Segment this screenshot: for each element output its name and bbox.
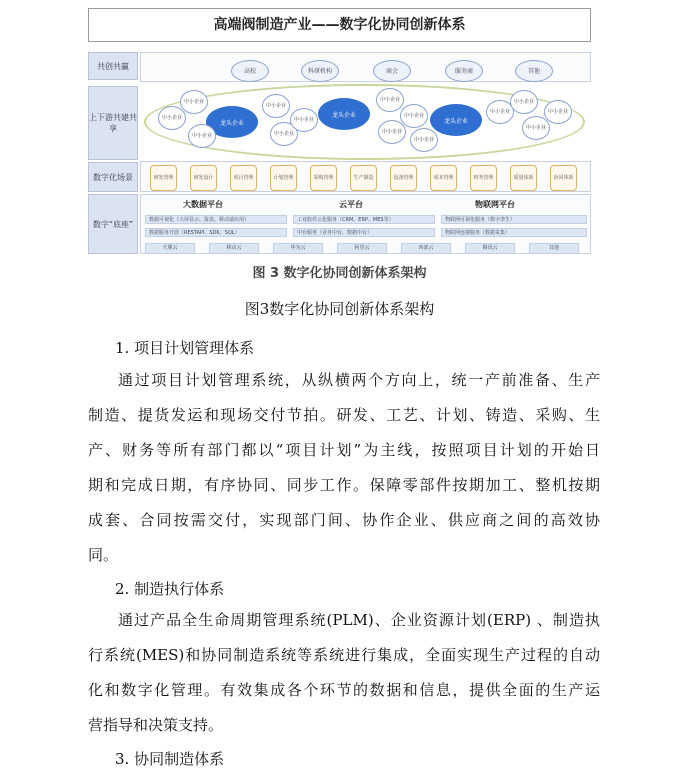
architecture-figure	[88, 8, 591, 254]
sme-node: 中小企业	[262, 94, 290, 118]
scene-item: 生产制造	[350, 165, 377, 191]
scene-item: 成本管理	[430, 165, 457, 191]
section-heading: 1. 项目计划管理体系	[115, 339, 255, 357]
sme-node: 中小企业	[544, 100, 572, 124]
scene-item: 研发管理	[150, 165, 177, 191]
partner-oval: 商会	[373, 60, 411, 82]
platform-service-bar: 物联网可视化服务（数字孪生）	[441, 215, 587, 224]
platform-service-bar: 中台服务（业务中台、数据中台）	[293, 228, 435, 237]
platform-service-bar: 物联网连接服务（数据采集）	[441, 228, 587, 237]
platform-title: 物联网平台	[475, 200, 515, 209]
sme-node: 中小企业	[180, 90, 208, 114]
cloud-provider: 华为云	[273, 243, 323, 254]
sme-node: 中小企业	[410, 128, 438, 152]
paragraph-line: 同。	[88, 546, 119, 564]
cloud-provider: 腾讯云	[465, 243, 515, 254]
sme-node: 中小企业	[290, 108, 318, 132]
scene-item: 协同体系	[550, 165, 577, 191]
base-panel	[140, 194, 591, 254]
cloud-provider: 其他	[529, 243, 579, 254]
sme-node: 中小企业	[158, 106, 186, 130]
section-paragraph	[88, 603, 600, 743]
scene-item: 项目管理	[230, 165, 257, 191]
lead-enterprise: 龙头企业	[206, 106, 258, 138]
scene-item: 研发设计	[190, 165, 217, 191]
platform-service-bar: 工业软件云化服务（CRM、ERP、MES等）	[293, 215, 435, 224]
section-heading: 3. 协同制造体系	[115, 750, 225, 768]
figure-inner-caption: 图 3 数字化协同创新体系架构	[252, 266, 427, 281]
scene-item: 财务管理	[470, 165, 497, 191]
paragraph-line: 通过项目计划管理系统，从纵横两个方向上，统一产前准备、生产	[118, 371, 600, 389]
cloud-provider: 天翼云	[145, 243, 195, 254]
partner-oval: 服务商	[445, 60, 483, 82]
platform-service-bar: 数据可视化（大屏显示、报表、移动端应用）	[145, 215, 287, 224]
sme-node: 中小企业	[510, 90, 538, 114]
scene-item: 质量体系	[510, 165, 537, 191]
row-label-base: 数字“底座”	[88, 194, 138, 254]
cloud-provider: 西部云	[401, 243, 451, 254]
figure-title: 高端阀制造产业——数字化协同创新体系	[88, 8, 591, 42]
sme-node: 中小企业	[188, 124, 216, 148]
paragraph-line: 行系统(MES)和协同制造系统等系统进行集成，全面实现生产过程的自动	[88, 646, 600, 664]
paragraph-line: 营指导和决策支持。	[88, 716, 224, 734]
paragraph-line: 期和完成日期，有序协同、同步工作。保障零部件按期加工、整机按期	[88, 476, 600, 494]
paragraph-line: 产、财务等所有部门都以“项目计划”为主线，按照项目计划的开始日	[88, 441, 600, 459]
sme-node: 中小企业	[270, 122, 298, 146]
ecosystem-panel	[140, 84, 591, 160]
paragraph-line: 成套、合同按需交付，实现部门间、协作企业、供应商之间的高效协	[88, 511, 600, 529]
paragraph-line: 制造、提货发运和现场交付节拍。研发、工艺、计划、铸造、采购、生	[88, 406, 600, 424]
scenes-panel	[140, 161, 591, 192]
scene-item: 计划管理	[270, 165, 297, 191]
co-create-panel	[140, 52, 591, 82]
row-label-ecosystem: 上下游共建共享	[88, 86, 138, 160]
sme-node: 中小企业	[400, 104, 428, 128]
partner-oval: 其他	[515, 60, 553, 82]
platform-title: 大数据平台	[183, 200, 223, 209]
partner-oval: 科研机构	[301, 60, 339, 82]
cloud-provider: 移动云	[209, 243, 259, 254]
paragraph-line: 通过产品全生命周期管理系统(PLM)、企业资源计划(ERP) 、制造执	[118, 611, 600, 629]
row-label-co-create: 共创共赢	[88, 52, 138, 80]
figure-caption: 图3数字化协同创新体系架构	[244, 300, 435, 318]
section-paragraph	[88, 363, 600, 573]
scene-item: 采购管理	[310, 165, 337, 191]
sme-node: 中小企业	[522, 116, 550, 140]
row-label-scenes: 数字化场景	[88, 162, 138, 192]
section-heading: 2. 制造执行体系	[115, 580, 225, 598]
sme-node: 中小企业	[378, 120, 406, 144]
lead-enterprise: 龙头企业	[430, 104, 482, 136]
sme-node: 中小企业	[486, 100, 514, 124]
platform-service-bar: 数据服务开放（RESTAPI、SDK、SQL）	[145, 228, 287, 237]
cloud-provider: 阿里云	[337, 243, 387, 254]
platform-title: 云平台	[339, 200, 363, 209]
sme-node: 中小企业	[376, 88, 404, 112]
partner-oval: 高校	[231, 60, 269, 82]
lead-enterprise: 龙头企业	[318, 98, 370, 130]
scene-item: 设备管理	[390, 165, 417, 191]
paragraph-line: 化和数字化管理。有效集成各个环节的数据和信息，提供全面的生产运	[88, 681, 600, 699]
